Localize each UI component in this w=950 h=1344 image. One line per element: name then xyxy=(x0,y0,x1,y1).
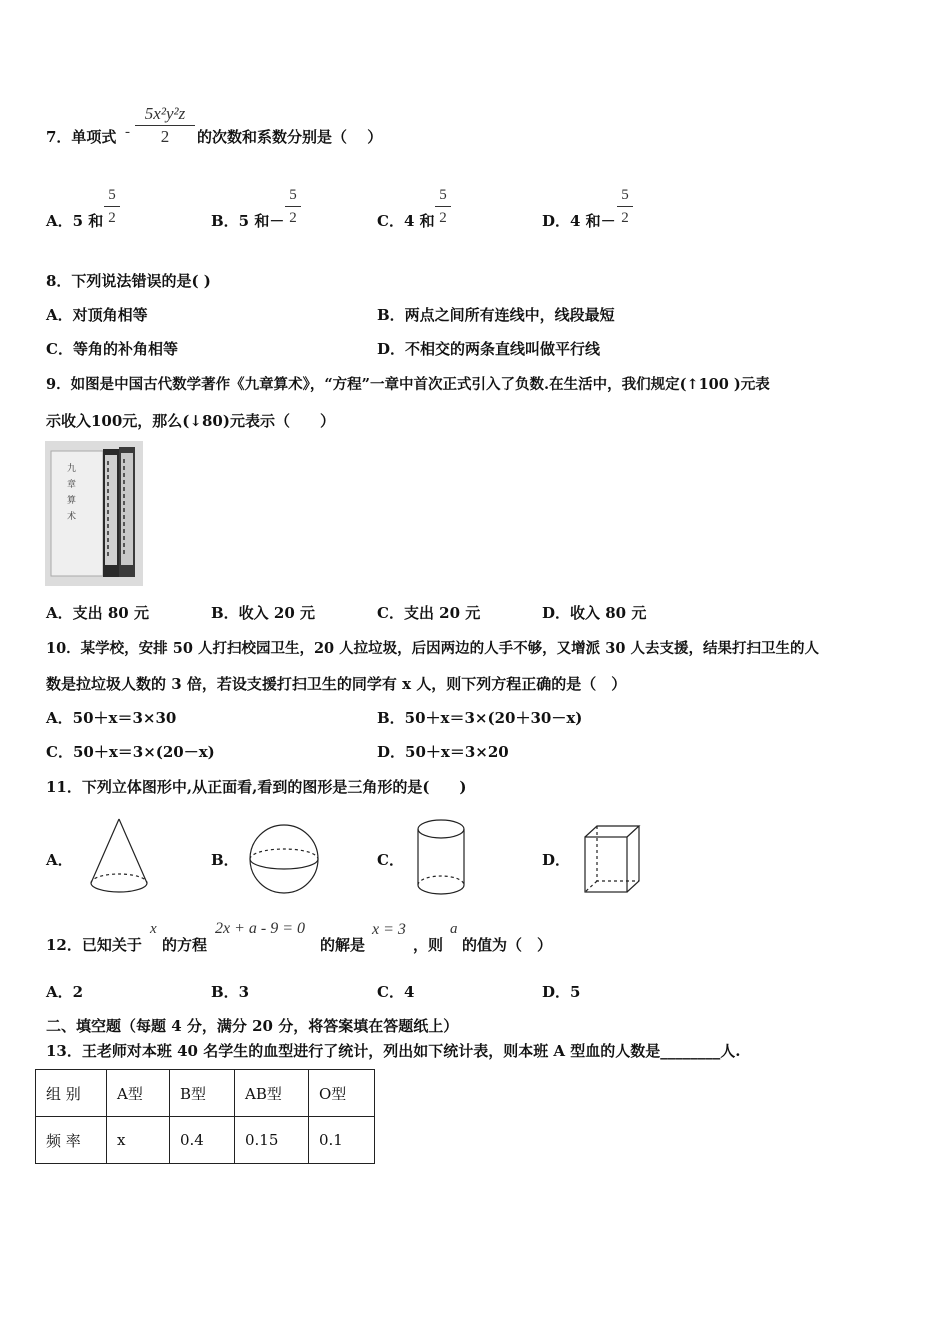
q12-var-x: x xyxy=(150,921,157,937)
table-cell: AB型 xyxy=(235,1070,309,1117)
q7-monomial-fraction xyxy=(135,104,195,147)
q7-option-d-num: 5 xyxy=(621,187,629,203)
q7-option-b-label: B．5 和－ xyxy=(211,212,285,230)
q9-option-a: A．支出 80 元 xyxy=(46,604,149,622)
table-row xyxy=(36,1117,375,1164)
q7-option-c-label: C．4 和 xyxy=(377,212,435,230)
q8-option-a: A．对顶角相等 xyxy=(46,306,148,324)
q7-option-a-label: A．5 和 xyxy=(46,212,104,230)
q10-option-c: C．50＋x＝3×(20－x) xyxy=(46,743,215,761)
cylinder-icon xyxy=(414,817,468,899)
svg-text:章: 章 xyxy=(67,480,77,490)
q12-solution: x = 3 xyxy=(372,921,406,938)
table-cell: 频 率 xyxy=(36,1117,107,1164)
q7-numerator: 5x²y²z xyxy=(144,104,186,123)
table-cell: A型 xyxy=(107,1070,170,1117)
q7-option-c-fraction xyxy=(435,185,451,228)
sphere-icon xyxy=(247,823,321,895)
q7-option-a-fraction xyxy=(104,185,120,228)
q12-equation: 2x + a - 9 = 0 xyxy=(215,920,306,937)
book-photo xyxy=(45,441,143,586)
q7-minus-sign: - xyxy=(125,124,130,140)
q12-part3: 的解是 xyxy=(320,936,366,954)
q8-option-c: C．等角的补角相等 xyxy=(46,340,178,358)
table-cell: 0.15 xyxy=(235,1117,309,1164)
book-illustration xyxy=(45,441,143,586)
q7-option-d-fraction xyxy=(617,185,633,228)
q10-option-a: A．50＋x＝3×30 xyxy=(46,709,177,727)
q9-option-b: B．收入 20 元 xyxy=(211,604,315,622)
q7-option-d-label: D．4 和－ xyxy=(542,212,616,230)
q12-part4: ，则 xyxy=(413,936,444,954)
svg-text:术: 术 xyxy=(67,512,77,522)
table-cell: O型 xyxy=(309,1070,375,1117)
q9-option-c: C．支出 20 元 xyxy=(377,604,481,622)
q8-option-b: B．两点之间所有连线中，线段最短 xyxy=(377,306,615,324)
svg-text:算: 算 xyxy=(67,496,77,506)
section-2-heading: 二、填空题（每题 4 分，满分 20 分，将答案填在答题纸上） xyxy=(46,1017,459,1035)
q7-option-c-num: 5 xyxy=(439,187,447,203)
table-header-row xyxy=(36,1070,375,1117)
q7-denominator: 2 xyxy=(160,127,170,146)
q10-line2: 数是拉垃圾人数的 3 倍，若设支援打扫卫生的同学有 x 人，则下列方程正确的是（ ） xyxy=(46,675,627,693)
table-cell: x xyxy=(107,1117,170,1164)
q7-prefix: 7．单项式 xyxy=(46,128,117,146)
q12-option-a: A．2 xyxy=(46,983,84,1001)
q7-option-a-num: 5 xyxy=(108,187,116,203)
rectangular-prism-icon xyxy=(582,823,642,895)
q10-line1: 10．某学校，安排 50 人打扫校园卫生，20 人拉垃圾，后因两边的人手不够，又增派 30 人去支援，结果打扫卫生的人 xyxy=(46,640,819,657)
blood-type-table xyxy=(35,1069,375,1164)
table-cell: B型 xyxy=(170,1070,235,1117)
table-cell: 0.1 xyxy=(309,1117,375,1164)
q9-line1: 9．如图是中国古代数学著作《九章算术》，“方程”一章中首次正式引入了负数.在生活中，我们规定(↑100 )元表 xyxy=(46,376,770,393)
q7-option-c-den: 2 xyxy=(439,210,447,226)
q9-option-d: D．收入 80 元 xyxy=(542,604,647,622)
q7-suffix: 的次数和系数分别是（ ） xyxy=(197,128,383,146)
q11-option-b: B． xyxy=(211,851,239,869)
q11-stem: 11．下列立体图形中,从正面看,看到的图形是三角形的是( ) xyxy=(46,778,467,796)
q12-part5: 的值为（ ） xyxy=(462,936,553,954)
q12-option-d: D．5 xyxy=(542,983,581,1001)
q9-line2: 示收入100元，那么(↓80)元表示（ ） xyxy=(46,412,335,430)
q10-option-b: B．50＋x＝3×(20＋30－x) xyxy=(377,709,583,727)
svg-text:九: 九 xyxy=(67,464,77,474)
q7-option-b-fraction xyxy=(285,185,301,228)
q10-option-d: D．50＋x＝3×20 xyxy=(377,743,509,761)
q8-stem: 8．下列说法错误的是( ) xyxy=(46,272,211,290)
q12-option-c: C．4 xyxy=(377,983,415,1001)
q7-option-d-den: 2 xyxy=(621,210,629,226)
cone-icon xyxy=(86,815,152,897)
q7-option-b-num: 5 xyxy=(289,187,297,203)
q12-part1: 12．已知关于 xyxy=(46,936,142,954)
q11-option-d: D． xyxy=(542,851,571,869)
q12-option-b: B．3 xyxy=(211,983,250,1001)
q11-option-c: C． xyxy=(377,851,404,869)
q7-option-b-den: 2 xyxy=(289,210,297,226)
q11-option-a: A． xyxy=(46,851,73,869)
q13-stem: 13．王老师对本班 40 名学生的血型进行了统计，列出如下统计表，则本班 A 型血的人数是________人. xyxy=(46,1042,741,1060)
q12-var-a: a xyxy=(450,921,458,937)
q7-option-a-den: 2 xyxy=(108,210,116,226)
table-cell: 0.4 xyxy=(170,1117,235,1164)
table-cell: 组 别 xyxy=(36,1070,107,1117)
q8-option-d: D．不相交的两条直线叫做平行线 xyxy=(377,340,601,358)
q12-part2: 的方程 xyxy=(162,936,208,954)
